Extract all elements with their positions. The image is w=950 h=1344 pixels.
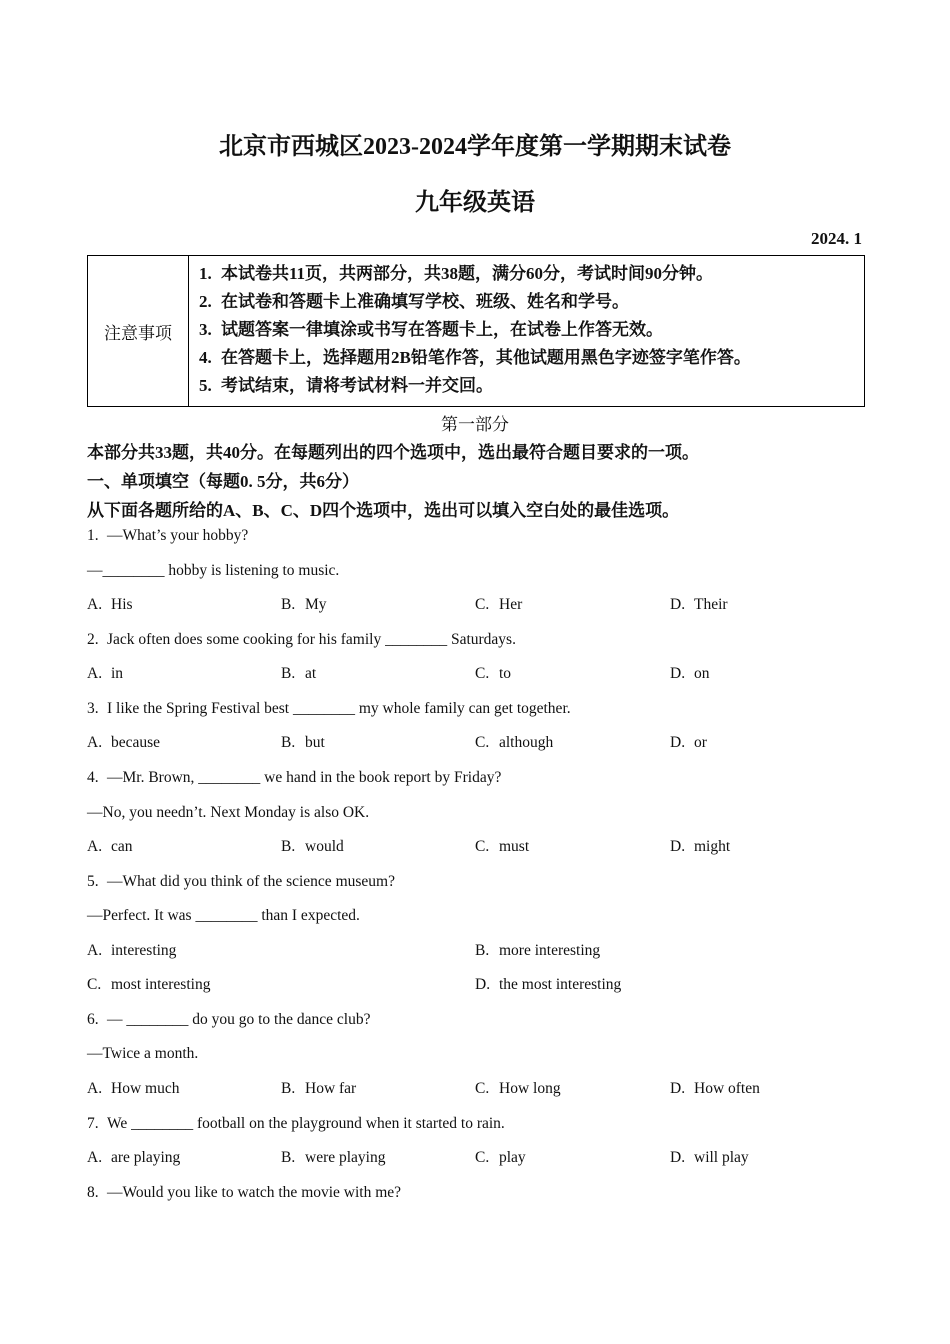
notice-label: 注意事项 bbox=[88, 256, 189, 407]
option-b: B. How far bbox=[281, 1080, 357, 1097]
option-c: C. to bbox=[475, 665, 512, 682]
part-heading: 第一部分 bbox=[441, 415, 509, 434]
option-d: D. on bbox=[670, 665, 710, 682]
exam-date: 2024. 1 bbox=[811, 229, 862, 248]
question-stem: 8. —Would you like to watch the movie with me? bbox=[87, 1184, 402, 1201]
question-reply: —Perfect. It was ________ than I expected. bbox=[87, 907, 360, 924]
option-d: D. will play bbox=[670, 1149, 749, 1166]
option-b: B. more interesting bbox=[475, 942, 601, 959]
option-d: D. might bbox=[670, 838, 731, 855]
notice-item: 4. 在答题卡上，选择题用2B铅笔作答，其他试题用黑色字迹签字笔作答。 bbox=[199, 348, 751, 367]
option-a: A. in bbox=[87, 665, 124, 682]
exam-subtitle: 九年级英语 bbox=[415, 190, 535, 216]
option-a: A. can bbox=[87, 838, 133, 855]
question-stem: 7. We ________ football on the playground when it started to rain. bbox=[87, 1115, 505, 1132]
notice-items bbox=[189, 256, 865, 407]
option-b: B. were playing bbox=[281, 1149, 386, 1166]
question-stem: 6. — ________ do you go to the dance club? bbox=[87, 1011, 371, 1028]
question-stem: 5. —What did you think of the science museum? bbox=[87, 873, 395, 890]
question-reply: —No, you needn’t. Next Monday is also OK. bbox=[87, 804, 370, 821]
option-a: A. because bbox=[87, 734, 161, 751]
option-d: D. How often bbox=[670, 1080, 760, 1097]
notice-item: 5. 考试结束，请将考试材料一并交回。 bbox=[199, 376, 493, 395]
option-a: A. His bbox=[87, 596, 133, 613]
exam-title: 北京市西城区2023-2024学年度第一学期期末试卷 bbox=[219, 134, 731, 160]
section-instruction: 从下面各题所给的A、B、C、D四个选项中，选出可以填入空白处的最佳选项。 bbox=[87, 501, 680, 520]
section-title: 一、单项填空（每题0. 5分，共6分） bbox=[87, 472, 359, 491]
question-stem: 1. —What’s your hobby? bbox=[87, 527, 249, 544]
question-stem: 3. I like the Spring Festival best ________ my whole family can get together. bbox=[87, 700, 571, 717]
question-stem: 2. Jack often does some cooking for his family ________ Saturdays. bbox=[87, 631, 516, 648]
notice-item: 2. 在试卷和答题卡上准确填写学校、班级、姓名和学号。 bbox=[199, 292, 629, 311]
notice-item: 3. 试题答案一律填涂或书写在答题卡上，在试卷上作答无效。 bbox=[199, 320, 663, 339]
option-c: C. play bbox=[475, 1149, 526, 1166]
option-c: C. most interesting bbox=[87, 976, 211, 993]
option-c: C. Her bbox=[475, 596, 523, 613]
option-b: B. but bbox=[281, 734, 325, 751]
option-a: A. interesting bbox=[87, 942, 177, 959]
question-reply: —Twice a month. bbox=[87, 1045, 199, 1062]
option-b: B. My bbox=[281, 596, 327, 613]
option-c: C. must bbox=[475, 838, 530, 855]
question-stem: 4. —Mr. Brown, ________ we hand in the book report by Friday? bbox=[87, 769, 502, 786]
option-d: D. or bbox=[670, 734, 707, 751]
option-c: C. How long bbox=[475, 1080, 561, 1097]
notice-item: 1. 本试卷共11页，共两部分，共38题，满分60分，考试时间90分钟。 bbox=[199, 264, 714, 283]
option-d: D. Their bbox=[670, 596, 728, 613]
option-c: C. although bbox=[475, 734, 554, 751]
part-intro: 本部分共33题，共40分。在每题列出的四个选项中，选出最符合题目要求的一项。 bbox=[87, 443, 699, 462]
notice-table bbox=[87, 255, 865, 407]
option-a: A. How much bbox=[87, 1080, 180, 1097]
option-a: A. are playing bbox=[87, 1149, 181, 1166]
option-b: B. at bbox=[281, 665, 317, 682]
option-b: B. would bbox=[281, 838, 344, 855]
option-d: D. the most interesting bbox=[475, 976, 622, 993]
question-reply: —________ hobby is listening to music. bbox=[87, 562, 340, 579]
